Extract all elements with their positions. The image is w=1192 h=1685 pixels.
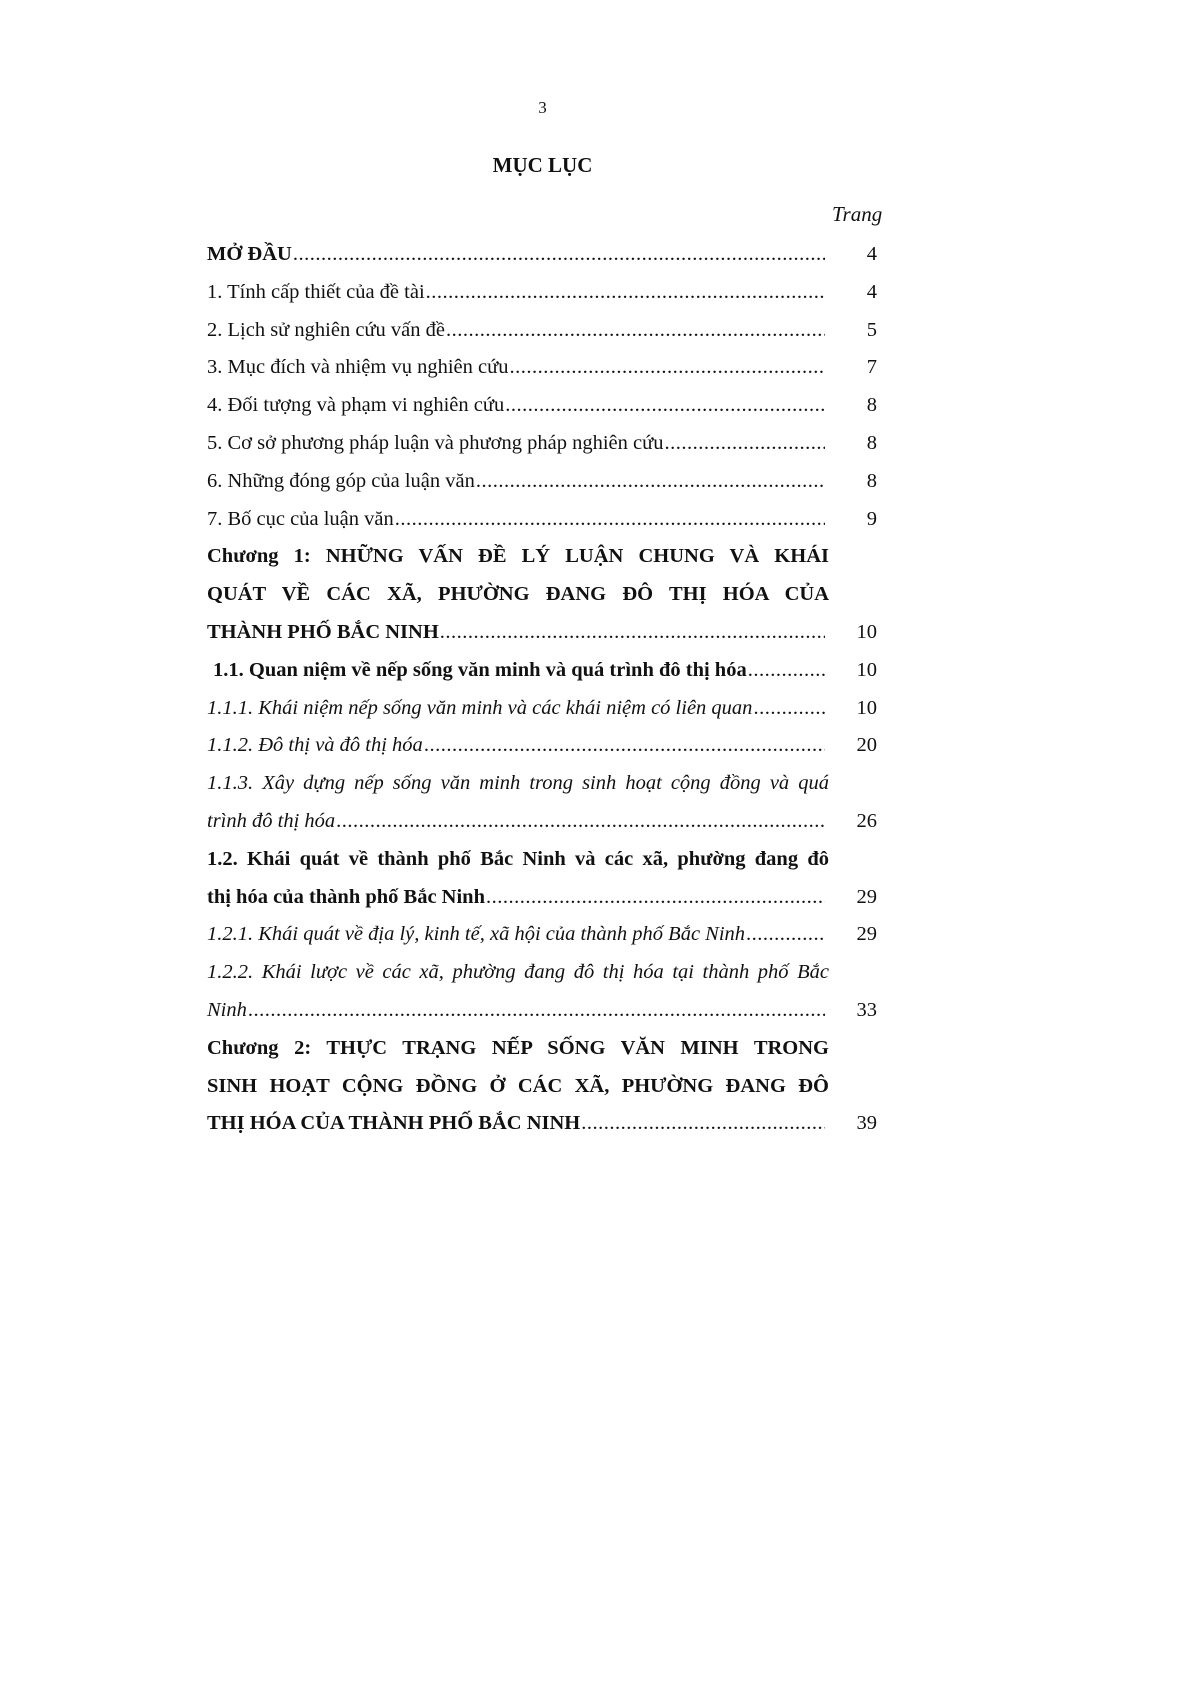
toc-entry[interactable]: [207, 727, 877, 765]
toc-page-number: 8: [866, 394, 877, 417]
toc-entry-text: 3. Mục đích và nhiệm vụ nghiên cứu: [207, 356, 509, 379]
toc-entry-text: 1.2.2. Khái lược về các xã, phường đang đô thị hóa tại thành phố Bắc: [207, 961, 829, 984]
toc-entry-line: [207, 841, 877, 879]
toc-entry-text: QUÁT VỀ CÁC XÃ, PHƯỜNG ĐANG ĐÔ THỊ HÓA CỦA: [207, 583, 829, 606]
toc-entry-text: 1.2.1. Khái quát về địa lý, kinh tế, xã hội của thành phố Bắc Ninh: [207, 923, 746, 946]
toc-entry-line: [207, 765, 877, 803]
toc-entry-line: [213, 652, 877, 690]
toc-entry[interactable]: [207, 501, 877, 539]
toc-entry-text: 1.1.2. Đô thị và đô thị hóa: [207, 734, 423, 757]
toc-entry-line: [207, 312, 877, 350]
toc-entry[interactable]: [207, 765, 877, 841]
toc-page-number: 33: [856, 998, 877, 1021]
toc-page-number: 8: [866, 431, 877, 454]
dot-leader: [753, 690, 825, 728]
toc-entry[interactable]: [207, 1030, 877, 1143]
toc-entry[interactable]: [207, 690, 877, 728]
toc-entry-text: THỊ HÓA CỦA THÀNH PHỐ BẮC NINH: [207, 1112, 581, 1135]
toc-entry-line: [207, 1030, 877, 1068]
toc-page-number: 7: [866, 356, 877, 379]
toc-page-number: 4: [866, 243, 877, 265]
toc-entry[interactable]: [207, 538, 877, 651]
toc-page-number: 20: [856, 734, 877, 757]
dot-leader: [426, 274, 825, 312]
toc-entry-text: 1.1.3. Xây dựng nếp sống văn minh trong sinh hoạt cộng đồng và quá: [207, 772, 829, 795]
toc-entry-line: [207, 727, 877, 765]
toc-entry-text: trình đô thị hóa: [207, 809, 336, 832]
toc-entry[interactable]: [207, 274, 877, 312]
toc-entry-line: [207, 992, 877, 1030]
dot-leader: [505, 387, 825, 425]
toc-entry-text: 4. Đối tượng và phạm vi nghiên cứu: [207, 394, 505, 417]
toc-entry-line: [207, 1105, 877, 1143]
toc-page-number: 8: [866, 469, 877, 492]
page-title: MỤC LỤC: [492, 153, 593, 177]
dot-leader: [486, 879, 825, 917]
toc-entry-line: [207, 538, 877, 576]
toc-page-number: 29: [856, 923, 877, 946]
toc-entry-line: [207, 463, 877, 501]
toc-entry-text: 1.1. Quan niệm về nếp sống văn minh và quá trình đô thị hóa: [213, 658, 747, 681]
page-column-label: Trang: [832, 202, 883, 226]
toc-entry-line: [207, 916, 877, 954]
toc-entry-line: [207, 349, 877, 387]
toc-entry-text: Ninh: [207, 998, 247, 1021]
toc-entry-text: MỞ ĐẦU: [207, 243, 292, 265]
toc-entry-text: 7. Bố cục của luận văn: [207, 507, 394, 530]
toc-entry-line: [207, 954, 877, 992]
toc-page-number: 5: [866, 318, 877, 341]
dot-leader: [748, 652, 825, 690]
toc-entry[interactable]: [207, 387, 877, 425]
toc-page-number: 26: [856, 809, 877, 832]
dot-leader: [446, 312, 825, 350]
toc-entry-text: 5. Cơ sở phương pháp luận và phương pháp nghiên cứu: [207, 431, 664, 454]
toc-entry[interactable]: [207, 425, 877, 463]
toc-entry[interactable]: [207, 463, 877, 501]
toc-entry-text: 1.2. Khái quát về thành phố Bắc Ninh và các xã, phường đang đô: [207, 847, 829, 870]
toc-entry-line: [207, 879, 877, 917]
toc-entry[interactable]: [207, 236, 877, 274]
toc-entry[interactable]: [207, 312, 877, 350]
dot-leader: [293, 236, 825, 274]
toc-page-number: 4: [866, 280, 877, 303]
dot-leader: [509, 349, 825, 387]
table-of-contents: [207, 236, 877, 1143]
dot-leader: [424, 727, 825, 765]
toc-entry[interactable]: [207, 841, 877, 917]
toc-entry-text: Chương 1: NHỮNG VẤN ĐỀ LÝ LUẬN CHUNG VÀ KHÁI: [207, 545, 829, 568]
toc-entry[interactable]: [207, 349, 877, 387]
toc-entry-line: [207, 803, 877, 841]
toc-entry[interactable]: [207, 652, 877, 690]
toc-entry[interactable]: [207, 916, 877, 954]
dot-leader: [664, 425, 825, 463]
toc-entry-text: 1. Tính cấp thiết của đề tài: [207, 280, 425, 303]
dot-leader: [248, 992, 825, 1030]
toc-entry-line: [207, 576, 877, 614]
dot-leader: [476, 463, 825, 501]
toc-page-number: 29: [856, 885, 877, 908]
toc-entry-text: 2. Lịch sử nghiên cứu vấn đề: [207, 318, 445, 341]
toc-entry-line: [207, 501, 877, 539]
dot-leader: [746, 916, 825, 954]
toc-page-number: 10: [856, 658, 877, 681]
dot-leader: [336, 803, 825, 841]
dot-leader: [395, 501, 825, 539]
toc-entry-text: thị hóa của thành phố Bắc Ninh: [207, 885, 485, 908]
toc-page-number: 9: [866, 507, 877, 530]
toc-page-number: 39: [856, 1112, 877, 1135]
toc-entry-text: Chương 2: THỰC TRẠNG NẾP SỐNG VĂN MINH TRONG: [207, 1036, 829, 1059]
dot-leader: [440, 614, 825, 652]
toc-entry-text: THÀNH PHỐ BẮC NINH: [207, 620, 439, 643]
toc-entry-line: [207, 387, 877, 425]
toc-entry-line: [207, 425, 877, 463]
page-number: 3: [538, 98, 547, 117]
toc-entry-line: [207, 236, 877, 274]
toc-page-number: 10: [856, 696, 877, 719]
toc-page-number: 10: [856, 620, 877, 643]
toc-entry-text: 1.1.1. Khái niệm nếp sống văn minh và các khái niệm có liên quan: [207, 696, 753, 719]
toc-entry-text: SINH HOẠT CỘNG ĐỒNG Ở CÁC XÃ, PHƯỜNG ĐANG ĐÔ: [207, 1074, 829, 1097]
toc-entry-line: [207, 614, 877, 652]
toc-entry-line: [207, 1068, 877, 1106]
toc-entry[interactable]: [207, 954, 877, 1030]
toc-entry-line: [207, 274, 877, 312]
dot-leader: [581, 1105, 825, 1143]
toc-entry-line: [207, 690, 877, 728]
toc-entry-text: 6. Những đóng góp của luận văn: [207, 469, 475, 492]
